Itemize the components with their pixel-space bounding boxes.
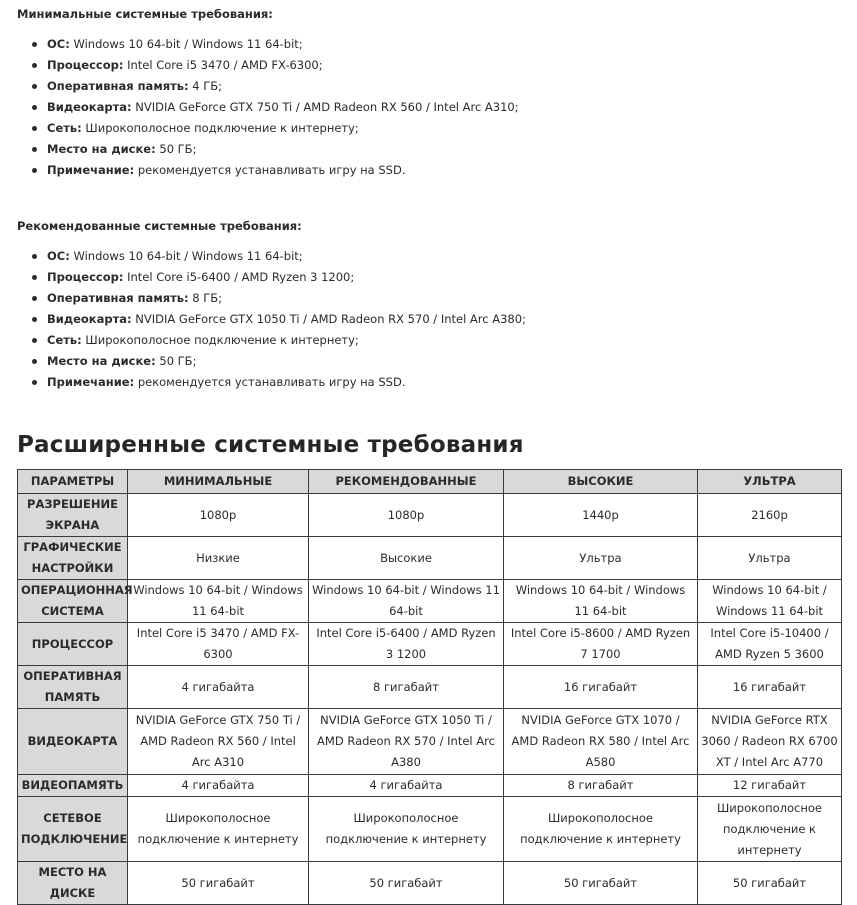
value-cell: Широкополосное подключение к интернету [128, 797, 309, 862]
item-value: рекомендуется устанавливать игру на SSD. [134, 375, 406, 389]
parameter-cell: ВИДЕОПАМЯТЬ [18, 775, 128, 797]
list-item [17, 97, 857, 118]
list-item [17, 309, 857, 330]
value-cell: Windows 10 64-bit / Windows 11 64-bit [698, 580, 842, 623]
item-value: Широкополосное подключение к интернету; [81, 121, 359, 135]
table-row [18, 494, 842, 537]
value-cell: Ультра [698, 537, 842, 580]
item-label: Сеть: [47, 333, 82, 347]
value-cell: 50 гигабайт [309, 862, 504, 905]
item-label: Сеть: [47, 121, 82, 135]
value-cell: NVIDIA GeForce GTX 1050 Ti / AMD Radeon RX 570 / Intel Arc A380 [309, 709, 504, 775]
item-value: Windows 10 64-bit / Windows 11 64-bit; [69, 249, 303, 263]
recommended-requirements-list [17, 246, 857, 393]
value-cell: Windows 10 64-bit / Windows 11 64-bit [128, 580, 309, 623]
parameter-cell: ПРОЦЕССОР [18, 623, 128, 666]
value-cell: 8 гигабайт [504, 775, 698, 797]
item-label: ОС: [47, 37, 70, 51]
list-item [17, 351, 857, 372]
table-row [18, 797, 842, 862]
value-cell: Широкополосное подключение к интернету [698, 797, 842, 862]
minimal-requirements-list [17, 34, 857, 181]
item-value: NVIDIA GeForce GTX 1050 Ti / AMD Radeon RX 570 / Intel Arc A380; [131, 312, 526, 326]
column-header: ВЫСОКИЕ [504, 470, 698, 494]
list-item [17, 330, 857, 351]
item-label: Процессор: [47, 58, 124, 72]
value-cell: 2160p [698, 494, 842, 537]
column-header: МИНИМАЛЬНЫЕ [128, 470, 309, 494]
item-label: Примечание: [47, 375, 135, 389]
value-cell: 50 гигабайт [504, 862, 698, 905]
item-label: Оперативная память: [47, 79, 189, 93]
item-value: Intel Core i5-6400 / AMD Ryzen 3 1200; [123, 270, 355, 284]
table-row [18, 862, 842, 905]
item-value: Windows 10 64-bit / Windows 11 64-bit; [69, 37, 303, 51]
item-label: Оперативная память: [47, 291, 189, 305]
value-cell: 1080p [128, 494, 309, 537]
list-item [17, 288, 857, 309]
extended-requirements-table [17, 469, 842, 905]
parameter-cell: РАЗРЕШЕНИЕ ЭКРАНА [18, 494, 128, 537]
value-cell: 1440p [504, 494, 698, 537]
item-label: Место на диске: [47, 142, 156, 156]
value-cell: 50 гигабайт [128, 862, 309, 905]
table-row [18, 775, 842, 797]
value-cell: Intel Core i5-8600 / AMD Ryzen 7 1700 [504, 623, 698, 666]
value-cell: 50 гигабайт [698, 862, 842, 905]
list-item [17, 267, 857, 288]
item-label: Место на диске: [47, 354, 156, 368]
item-value: рекомендуется устанавливать игру на SSD. [134, 163, 406, 177]
value-cell: Intel Core i5-6400 / AMD Ryzen 3 1200 [309, 623, 504, 666]
column-header: УЛЬТРА [698, 470, 842, 494]
value-cell: 16 гигабайт [504, 666, 698, 709]
value-cell: Windows 10 64-bit / Windows 11 64-bit [504, 580, 698, 623]
list-item [17, 160, 857, 181]
table-row [18, 537, 842, 580]
value-cell: 4 гигабайта [309, 775, 504, 797]
table-row [18, 623, 842, 666]
list-item [17, 118, 857, 139]
value-cell: 4 гигабайта [128, 775, 309, 797]
value-cell: Intel Core i5 3470 / AMD FX-6300 [128, 623, 309, 666]
value-cell: Высокие [309, 537, 504, 580]
parameter-cell: ВИДЕОКАРТА [18, 709, 128, 775]
value-cell: 16 гигабайт [698, 666, 842, 709]
extended-requirements-title: Расширенные системные требования [17, 432, 524, 458]
value-cell: Intel Core i5-10400 / AMD Ryzen 5 3600 [698, 623, 842, 666]
parameter-cell: ГРАФИЧЕСКИЕ НАСТРОЙКИ [18, 537, 128, 580]
value-cell: Windows 10 64-bit / Windows 11 64-bit [309, 580, 504, 623]
item-label: Процессор: [47, 270, 124, 284]
item-value: 8 ГБ; [188, 291, 223, 305]
item-label: ОС: [47, 249, 70, 263]
parameter-cell: ОПЕРАТИВНАЯ ПАМЯТЬ [18, 666, 128, 709]
item-value: 50 ГБ; [155, 354, 197, 368]
item-value: Широкополосное подключение к интернету; [81, 333, 359, 347]
parameter-cell: ОПЕРАЦИОННАЯ СИСТЕМА [18, 580, 128, 623]
table-row [18, 709, 842, 775]
value-cell: Низкие [128, 537, 309, 580]
item-value: Intel Core i5 3470 / AMD FX-6300; [123, 58, 323, 72]
value-cell: Широкополосное подключение к интернету [309, 797, 504, 862]
list-item [17, 76, 857, 97]
list-item [17, 139, 857, 160]
column-header: ПАРАМЕТРЫ [18, 470, 128, 494]
item-value: 4 ГБ; [188, 79, 223, 93]
list-item [17, 55, 857, 76]
parameter-cell: МЕСТО НА ДИСКЕ [18, 862, 128, 905]
table-row [18, 666, 842, 709]
column-header: РЕКОМЕНДОВАННЫЕ [309, 470, 504, 494]
value-cell: NVIDIA GeForce GTX 750 Ti / AMD Radeon RX 560 / Intel Arc A310 [128, 709, 309, 775]
item-value: NVIDIA GeForce GTX 750 Ti / AMD Radeon RX 560 / Intel Arc A310; [131, 100, 519, 114]
item-value: 50 ГБ; [155, 142, 197, 156]
list-item [17, 34, 857, 55]
list-item [17, 246, 857, 267]
value-cell: 1080p [309, 494, 504, 537]
list-item [17, 372, 857, 393]
value-cell: 12 гигабайт [698, 775, 842, 797]
table-row [18, 580, 842, 623]
value-cell: NVIDIA GeForce RTX 3060 / Radeon RX 6700 XT / Intel Arc A770 [698, 709, 842, 775]
item-label: Примечание: [47, 163, 135, 177]
table-header-row [18, 470, 842, 494]
item-label: Видеокарта: [47, 100, 132, 114]
item-label: Видеокарта: [47, 312, 132, 326]
value-cell: NVIDIA GeForce GTX 1070 / AMD Radeon RX 580 / Intel Arc A580 [504, 709, 698, 775]
minimal-requirements-heading: Минимальные системные требования: [17, 7, 273, 21]
parameter-cell: СЕТЕВОЕ ПОДКЛЮЧЕНИЕ [18, 797, 128, 862]
value-cell: Ультра [504, 537, 698, 580]
recommended-requirements-heading: Рекомендованные системные требования: [17, 219, 302, 233]
value-cell: Широкополосное подключение к интернету [504, 797, 698, 862]
value-cell: 4 гигабайта [128, 666, 309, 709]
value-cell: 8 гигабайт [309, 666, 504, 709]
